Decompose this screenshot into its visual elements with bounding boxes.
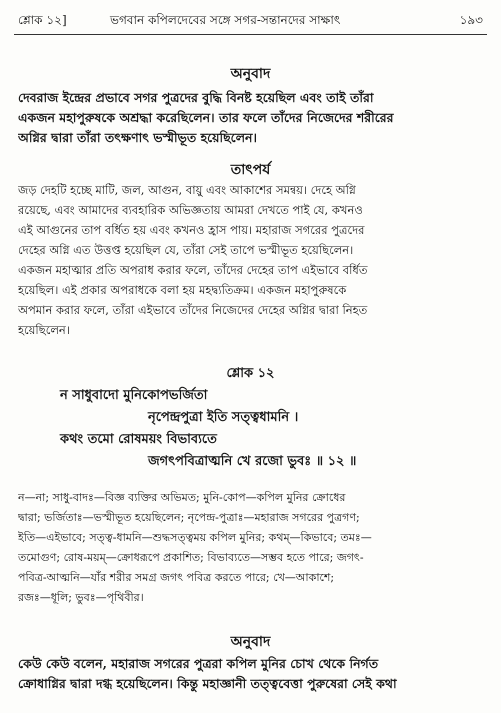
purport-line: জড় দেহটি হচ্ছে মাটি, জল, আগুন, বায়ু এবং আকাশের সমন্বয়। দেহে অগ্নি (18, 183, 356, 197)
translation-line: অগ্নির দ্বারা তাঁরা তৎক্ষণাৎ ভস্মীভূত হয়েছিলেন। (18, 130, 257, 145)
purport-line: এই আগুনের তাপ বর্ধিত হয় এবং কখনও হ্রাস পায়। মহারাজ সগরের পুত্রদের (18, 223, 365, 237)
translation-heading-2: অনুবাদ (230, 634, 271, 650)
verse-line: জগৎপবিত্রাত্মনি খে রজো ভুবঃ ॥ ১২ ॥ (148, 454, 357, 469)
translation-paragraph (18, 88, 485, 148)
synonyms-line: ন—না; সাধু-বাদঃ—বিজ্ঞ ব্যক্তির অভিমত; মুনি-কোপ—কপিল মুনির ক্রোধের (18, 491, 346, 504)
verse-line: কথং তমো রোষময়ং বিভাব্যতে (60, 432, 217, 447)
synonyms-line: দ্বারা; ভর্জিতাঃ—ভস্মীভূত হয়েছিলেন; নৃপেন্দ্র-পুত্রাঃ—মহারাজ সগরের পুত্রগণ; (18, 511, 360, 524)
header-verse-ref: শ্লোক ১২] (18, 13, 67, 27)
translation-line: একজন মহাপুরুষকে অশ্রদ্ধা করেছিলেন। তার ফলে তাঁদের নিজেদের শরীরের (18, 110, 394, 125)
verse-line: ন সাধুবাদো মুনিকোপভর্জিতা (60, 388, 208, 403)
translation-line: ক্রোধাগ্নির দ্বারা দগ্ধ হয়েছিলেন। কিন্তু মহাজ্ঞানী তত্ত্ববেত্তা পুরুষেরা সেই কথা (18, 676, 397, 691)
page-number: ১৯৩ (459, 13, 483, 27)
purport-line: দেহের অগ্নি এত উত্তপ্ত হয়েছিল যে, তাঁরা সেই তাপে ভস্মীভূত হয়েছিলেন। (18, 243, 354, 257)
synonyms-line: রজঃ—ধূলি; ভুবঃ—পৃথিবীর। (18, 591, 144, 604)
translation-heading: অনুবাদ (230, 66, 271, 82)
purport-line: হয়েছিল। এই প্রকার অপরাধকে বলা হয় মহদ্ব্যতিক্রম। একজন মহাপুরুষকে (18, 283, 347, 297)
header-rule (14, 34, 487, 35)
translation-paragraph-2 (18, 654, 485, 694)
synonyms-paragraph (18, 488, 485, 608)
synonyms-line: ইতি—এইভাবে; সত্ত্ব-ধামনি—শুদ্ধসত্ত্বময় কপিল মুনির; কথম্—কিভাবে; তমঃ— (18, 531, 372, 544)
running-header (18, 10, 483, 32)
purport-line: হয়েছিলেন। (18, 323, 70, 337)
purport-line: একজন মহাত্মার প্রতি অপরাধ করার ফলে, তাঁদের দেহের তাপ এইভাবে বর্ধিত (18, 263, 368, 277)
purport-heading: তাৎপর্য (230, 162, 271, 178)
verse-heading: শ্লোক ১২ (226, 366, 275, 381)
translation-line: কেউ কেউ বলেন, মহারাজ সগরের পুত্ররা কপিল মুনির চোখ থেকে নির্গত (18, 656, 379, 671)
synonyms-line: তমোগুণ; রোষ-ময়ম্—ক্রোধরূপে প্রকাশিত; বিভাব্যতে—সম্ভব হতে পারে; জগৎ- (18, 551, 364, 564)
synonyms-line: পবিত্র-আত্মনি—যাঁর শরীর সমগ্র জগৎ পবিত্র করতে পারে; খে—আকাশে; (18, 571, 335, 584)
purport-line: রয়েছে, এবং আমাদের ব্যবহারিক অভিজ্ঞতায় আমরা দেখতে পাই যে, কখনও (18, 203, 363, 217)
translation-line: দেবরাজ ইন্দ্রের প্রভাবে সগর পুত্রদের বুদ্ধি বিনষ্ট হয়েছিল এবং তাই তাঁরা (18, 90, 374, 105)
purport-line: অপমান করার ফলে, তাঁরা এইভাবে তাঁদের নিজেদের দেহের অগ্নির দ্বারা নিহত (18, 303, 368, 317)
purport-paragraph (18, 180, 485, 340)
verse-line: নৃপেন্দ্রপুত্রা ইতি সত্ত্বধামনি । (148, 410, 299, 425)
header-chapter-title: ভগবান কপিলদেবের সঙ্গে সগর-সন্তানদের সাক্ষাৎ (110, 13, 341, 27)
